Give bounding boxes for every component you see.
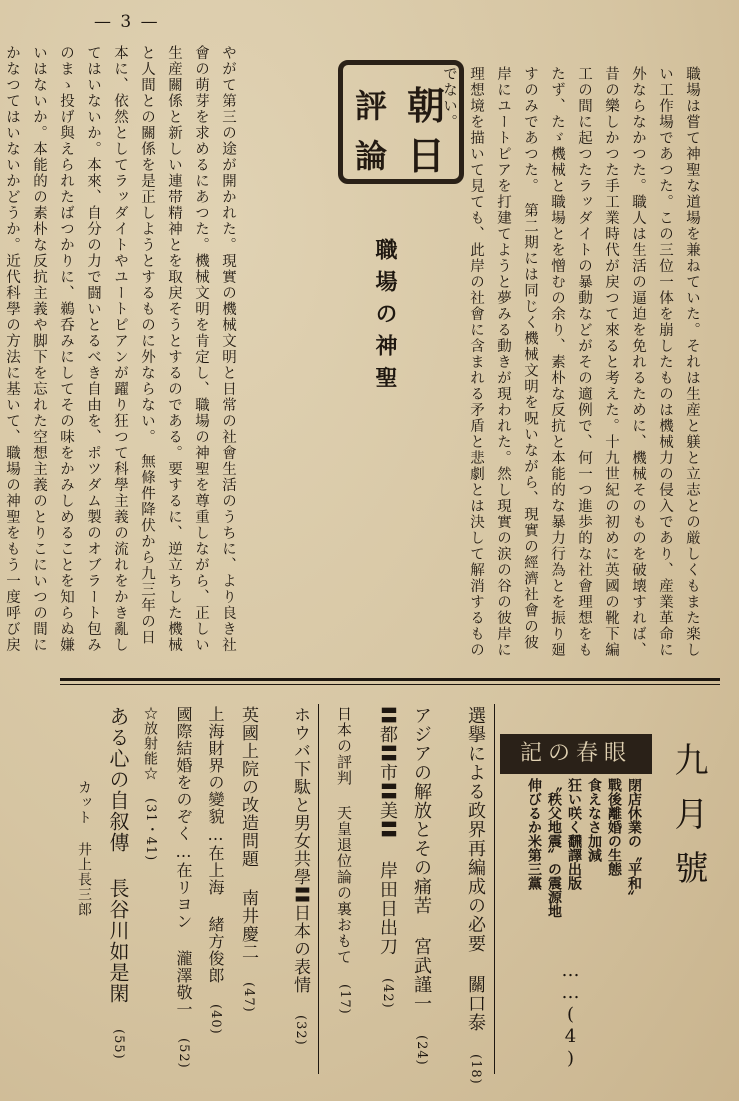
toc-entry: 上海財界の變貌…在上海 緒方俊郎 (40) xyxy=(206,706,225,1035)
toc-divider xyxy=(318,704,319,1074)
kinome-header: 記の春眼 xyxy=(500,734,652,774)
asahi-hyoron-emblem: 朝 日 評 論 xyxy=(338,60,464,184)
toc-entry: 國際結婚をのぞく…在リヨン 瀧澤敬一 (52) xyxy=(174,706,193,1069)
toc-entry: ホウバ下駄と男女共學〓日本の表情 (32) xyxy=(290,706,310,1046)
kinome-items: 閉店休業の〝平和〟 戰後離婚の生態 食えなさ加減 狂い咲く飜譯出版 〝秩父地震〟の震源地 伸びるか米第三黨 xyxy=(526,778,642,918)
toc-entry: ☆放射能☆ (31・41) xyxy=(142,706,158,862)
toc-entry: ある心の自叙傳 長谷川如是閑 (55) xyxy=(106,706,130,1060)
toc-entry: 日本の評判 天皇退位論の裏おもて (17) xyxy=(335,706,353,1015)
editorial-paragraph-1: 職場は嘗て神聖な道場を兼ねていた。それは生産と躾と立志との厳しくもまた楽しい工作場であつた。この三位一体を崩したものは機械力の侵入であり、産業革命に外ならなかつた。職人は生活の逼迫を免れるために、機械そのものを破壊すれば、昔の樂しかつた手工業時代が戻つて來ると考えた。十九世紀の初めに英國の靴下編工の間に起つたラッダイトの暴動などがその適例で、何一つ進歩的な社會理想をもたず、たゞ機械と職場とを憎むの余り、素朴な反抗と本能的な暴力行為とを振り廻すのみであつた。 第二期には同じく機械文明を呪いながら、現實の經濟社會の彼岸にユートピアを打建てようと夢みる動きが現われた。然し現實の涙の谷の彼岸に理想境を描いて見ても、此岸の社會に含まれる矛盾と悲劇とは決して解消するものでない。 xyxy=(441,66,700,658)
divider-rule xyxy=(60,678,720,681)
toc-entry: 選擧による政界再編成の必要 關口泰 (18) xyxy=(465,706,486,1085)
toc-entry: アジアの解放とその痛苦 宮武謹一 (24) xyxy=(411,706,432,1066)
toc-entry: カット 井上長三郎 xyxy=(76,780,92,917)
toc-entry: 〓都〓市〓美〓 岸田日出刀 (42) xyxy=(377,706,398,1009)
editorial-paragraph-body: やがて第三の途が開かれた。現實の機械文明と日常の社會生活のうちに、より良き社會の萌芽を求めるにあつた。機械文明を肯定し、職場の神聖を尊重しながら、正しい生産關係と新しい連帯精神とを取戻そうとするのである。要するに、逆立ちした機械と人間との關係を是正しようとするものに外ならない。 無條件降伏から九三年の日本に、依然としてラッダイトやユートピアンが躍り狂つて科學主義の流れをかき亂してはいないか。本來、自分の力で闘いとるべき自由を、ポツダム製のオブラート包みのまゝ投げ與えられたばつかりに、鵜呑みにしてその味をかみしめることを知らぬ嫌いはないか。本能的の素朴な反抗主義や脚下を忘れた空想主義のとりこにいつの間にかなつてはいないかどうか。近代科學の方法に基いて、職場の神聖をもう一度呼び戻 xyxy=(4,45,236,653)
issue-label: 九月號 xyxy=(668,742,708,904)
divider-rule-thin xyxy=(60,684,720,685)
kinome-page: ……(4) xyxy=(560,960,581,1070)
toc-divider xyxy=(494,704,495,1074)
page-number: — 3 — xyxy=(94,12,160,32)
toc-entry: 英國上院の改造問題 南井慶二 (47) xyxy=(238,706,258,1013)
editorial-title: 職場の神聖 xyxy=(372,238,398,398)
